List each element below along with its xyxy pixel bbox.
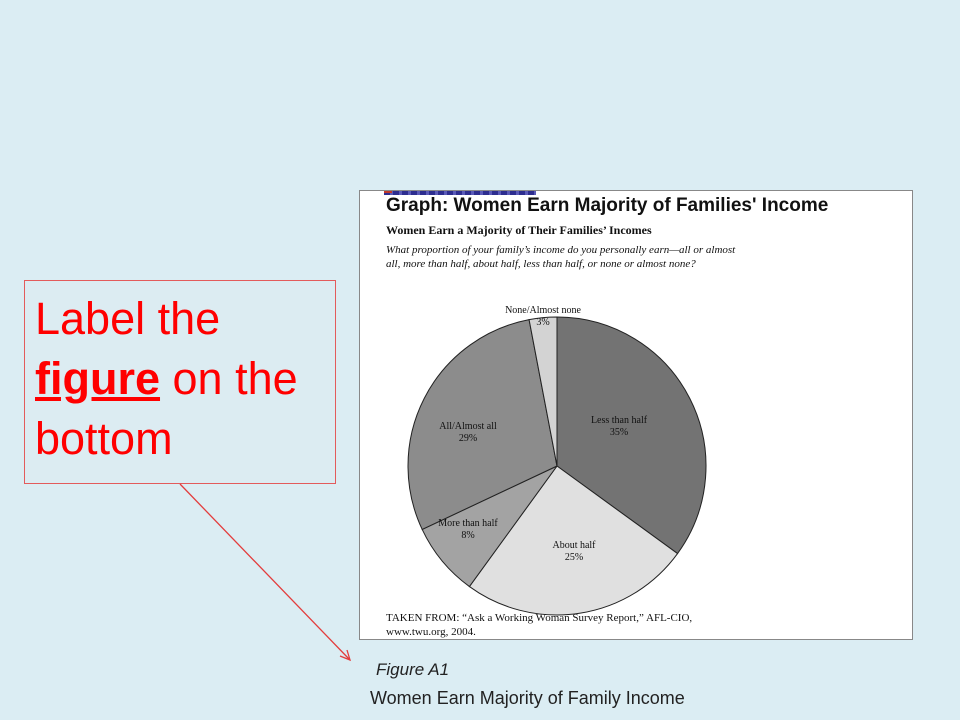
callout-line3: bottom xyxy=(35,413,173,464)
callout-emphasis: figure xyxy=(35,353,161,404)
callout-line2: on the xyxy=(160,353,298,404)
slice-label: None/Almost none xyxy=(505,305,581,316)
graph-subtitle: Women Earn a Majority of Their Families’ Incomes xyxy=(386,223,652,237)
slice-value-label: 29% xyxy=(458,433,478,444)
source-note: TAKEN FROM: “Ask a Working Woman Survey Report,” AFL-CIO, www.twu.org, 2004. xyxy=(386,612,693,638)
slice-value-label: 35% xyxy=(609,427,629,438)
slice-value-label: 25% xyxy=(564,552,584,563)
slice-value-label: 3% xyxy=(536,317,550,328)
slice-label: About half xyxy=(552,540,596,551)
slice-value-label: 8% xyxy=(461,530,475,541)
callout-line1: Label the xyxy=(35,293,221,344)
pie-chart xyxy=(360,191,913,640)
survey-question: What proportion of your family’s income do you personally earn—all or almost all, more than half, about half, less than half, or none or almost none? xyxy=(386,244,736,270)
graph-title: Graph: Women Earn Majority of Families' Income xyxy=(386,195,829,216)
figure-label: Figure A1 xyxy=(376,660,450,679)
slice-label: Less than half xyxy=(590,415,648,426)
slice-label: All/Almost all xyxy=(439,421,497,432)
slice-label: More than half xyxy=(438,518,498,529)
figure-caption: Women Earn Majority of Family Income xyxy=(370,688,685,708)
figure-panel xyxy=(359,190,913,640)
